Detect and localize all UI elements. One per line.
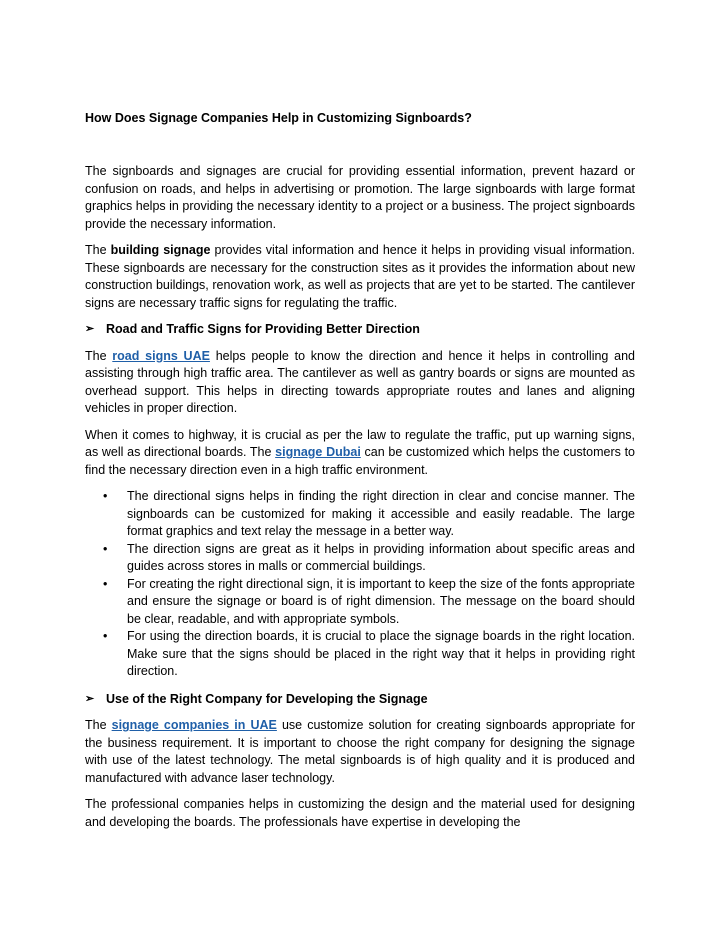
text-pre: The (85, 348, 113, 363)
link-signage-companies-uae[interactable]: signage companies in UAE (111, 718, 277, 732)
list-item (85, 628, 635, 681)
text-post: use customize solution for creating signboards appropriate for the business requirement. It is important to choose the right company for designing the signage with use of the latest technology. The metal signboards is of high quality and it is produced and manufactured with advance laser technology. (85, 718, 636, 785)
paragraph-intro: The signboards and signages are crucial for providing essential information, prevent hazard or confusion on roads, and helps in advertising or promotion. The large signboards with large format graphics helps in providing the necessary identity to a project or a business. The project signboards provide the necessary information. (85, 164, 635, 231)
section-heading-right-company (85, 691, 635, 709)
list-item (85, 576, 635, 629)
text-pre: The (85, 718, 112, 732)
paragraph-road-signs (85, 348, 635, 418)
arrow-bullet-icon: ➢ (85, 692, 95, 705)
text-post: helps people to know the direction and hence it helps in controlling and assisting through high traffic area. The cantilever as well as gantry boards or signs are mounted as overhead support. This helps in directing towards appropriate routes and lanes and aligning vehicles in proper direction. (85, 348, 635, 415)
list-item-text: The direction signs are great as it helps in providing information about specific areas and guides across stores in malls or commercial buildings. (127, 541, 635, 573)
document-body (85, 163, 635, 840)
paragraph-signage-companies (85, 717, 635, 787)
paragraph-highway (85, 427, 635, 480)
list-item-text: For using the direction boards, it is crucial to place the signage boards in the right location. Make sure that the signs should be placed in the right way that it helps in providing right direction. (127, 629, 635, 678)
section-heading-road-traffic (85, 321, 635, 339)
bullet-icon: • (103, 541, 108, 556)
link-signage-dubai[interactable]: signage Dubai (275, 445, 361, 459)
document-title: How Does Signage Companies Help in Customizing Signboards? (85, 111, 472, 125)
paragraph-professional-companies: The professional companies helps in customizing the design and the material used for designing and developing the boards. The professionals have expertise in developing the (85, 797, 635, 829)
text-post: provides vital information and hence it helps in providing visual information. These signboards are necessary for the construction sites as it provides the information about new construction buildings, renovation work, as well as projects that are yet to be started. The cantilever signs are necessary traffic signs for regulating the traffic. (85, 243, 636, 310)
paragraph-building-signage (85, 242, 635, 312)
text-pre: When it comes to highway, it is crucial as per the law to regulate the traffic, put up warning signs, as well as directional boards. The (85, 427, 635, 459)
list-item-text: The directional signs helps in finding the right direction in clear and concise manner. The signboards can be customized for making it accessible and easily readable. The large format graphics and text relay the message in a better way. (127, 489, 635, 538)
list-item (85, 488, 635, 541)
bullet-list (85, 488, 635, 681)
list-item-text: For creating the right directional sign, it is important to keep the size of the fonts appropriate and ensure the signage or board is of right dimension. The message on the board should be clear, readable, and with appropriate symbols. (127, 576, 635, 626)
bullet-icon: • (103, 489, 108, 503)
bullet-icon: • (103, 629, 108, 643)
link-road-signs-uae[interactable]: road signs UAE (112, 348, 210, 363)
list-item (85, 541, 635, 576)
text-pre: The (85, 243, 111, 257)
arrow-bullet-icon: ➢ (85, 323, 95, 335)
heading-text: Use of the Right Company for Developing the Signage (106, 691, 428, 706)
bold-term-building-signage: building signage (110, 243, 211, 257)
text-post: can be customized which helps the customers to find the necessary direction even in a high traffic environment. (85, 445, 636, 477)
bullet-icon: • (103, 576, 108, 591)
heading-text: Road and Traffic Signs for Providing Better Direction (106, 322, 420, 336)
